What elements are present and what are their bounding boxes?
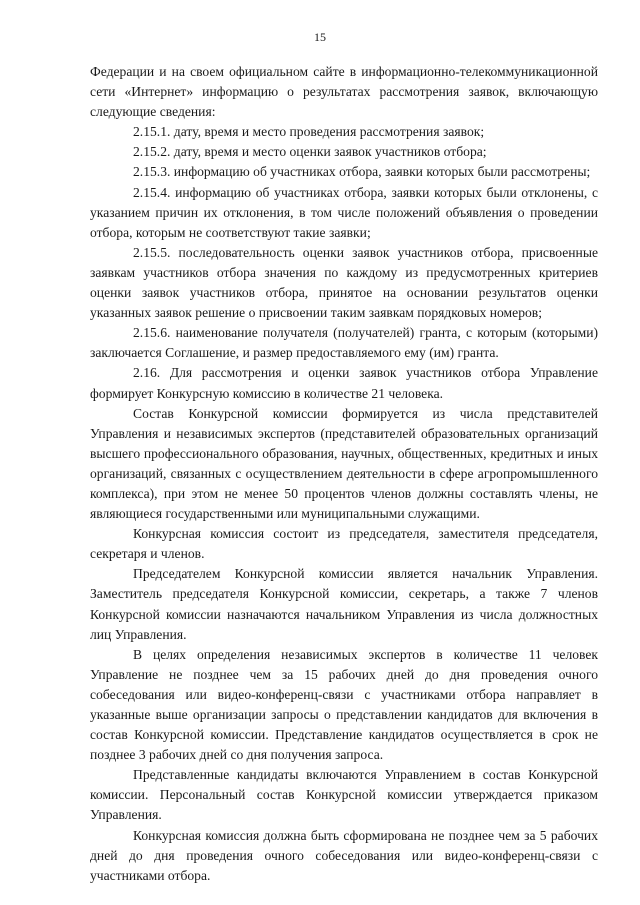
page-number: 15 <box>314 30 326 44</box>
paragraph: Представленные кандидаты включаются Управлением в состав Конкурсной комиссии. Персональный состав Конкурсной комиссии утверждается приказом Управления. <box>90 767 598 823</box>
paragraph: 2.15.5. последовательность оценки заявок участников отбора, присвоенные заявкам участников отбора значения по каждому из предусмотренных критериев оценки заявок участников отбора, принятое на основании результатов оценки указанных заявок решение о присвоении таким заявкам порядковых номеров; <box>90 244 598 321</box>
paragraph: Конкурсная комиссия должна быть сформирована не позднее чем за 5 рабочих дней до дня проведения очного собеседования или видео-конференц-связи с участниками отбора. <box>90 827 598 883</box>
paragraph: Состав Конкурсной комиссии формируется из числа представителей Управления и независимых экспертов (представителей образовательных организаций высшего профессионального образования, научных, общественных, кредитных и иных организаций, связанных с осуществлением деятельности в сфере агропромышленного комплекса), при этом не менее 50 процентов членов должны составлять члены, не являющиеся государственными или муниципальными служащими. <box>90 405 598 522</box>
paragraph: 2.15.2. дату, время и место оценки заявок участников отбора; <box>133 144 487 160</box>
paragraph: В целях определения независимых экспертов в количестве 11 человек Управление не позднее чем за 15 рабочих дней до дня проведения очного собеседования или видео-конференц-связи с участниками отбора направляет в указанные выше организации запросы о представлении кандидатов для включения в состав Конкурсной комиссии. Представление кандидатов осуществляется в срок не позднее 3 рабочих дней со дня получения запроса. <box>90 646 598 763</box>
paragraph: 2.15.1. дату, время и место проведения рассмотрения заявок; <box>133 124 485 140</box>
paragraph: Председателем Конкурсной комиссии является начальник Управления. Заместитель председателя Конкурсной комиссии, секретарь, а также 7 членов Конкурсной комиссии назначаются начальником Управления из числа должностных лиц Управления. <box>90 566 598 642</box>
paragraph: 2.15.3. информацию об участниках отбора, заявки которых были рассмотрены; <box>133 164 591 180</box>
document-body <box>90 62 598 886</box>
paragraph: Федерации и на своем официальном сайте в информационно-телекоммуникационной сети «Интернет» информацию о результатах рассмотрения заявок, включающую следующие сведения: <box>90 64 598 120</box>
paragraph: 2.16. Для рассмотрения и оценки заявок участников отбора Управление формирует Конкурсную комиссию в количестве 21 человека. <box>90 365 598 401</box>
paragraph: 2.15.6. наименование получателя (получателей) гранта, с которым (которыми) заключается Соглашение, и размер предоставляемого ему (им) гранта. <box>90 325 598 361</box>
paragraph: Конкурсная комиссия состоит из председателя, заместителя председателя, секретаря и членов. <box>90 526 598 562</box>
paragraph: 2.15.4. информацию об участниках отбора, заявки которых были отклонены, с указанием причин их отклонения, в том числе положений объявления о проведении отбора, которым не соответствуют такие заявки; <box>90 184 598 240</box>
